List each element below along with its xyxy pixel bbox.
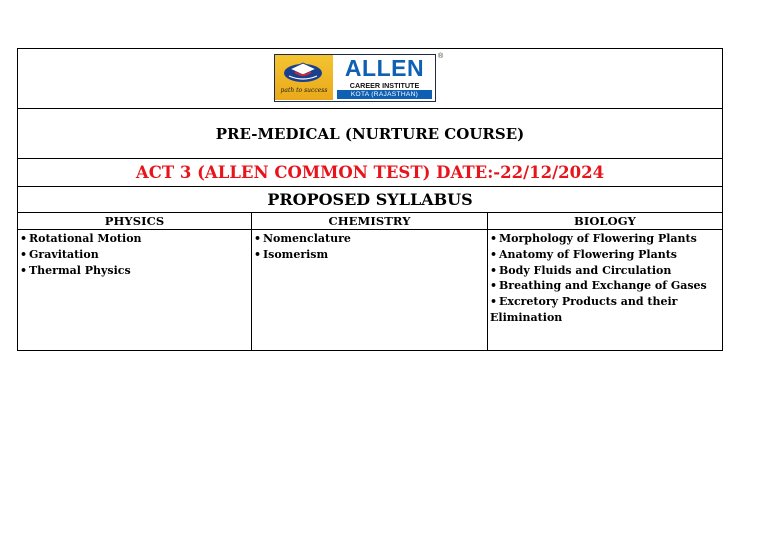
list-item: • Body Fluids and Circulation [490,263,672,277]
test-date-heading: ACT 3 (ALLEN COMMON TEST) DATE:-22/12/2024 [135,163,605,182]
list-item: • Thermal Physics [20,263,131,277]
graduation-cap-icon [281,58,325,84]
subject-header-row [18,213,722,230]
chemistry-header: CHEMISTRY [328,214,411,228]
physics-topics [18,230,252,351]
logo-wordmark: ALLEN [344,55,425,81]
test-date-row [18,159,722,187]
chemistry-topics [252,230,488,351]
list-item: • Excretory Products and their Elimination [490,295,678,324]
topics-row [18,230,722,351]
list-item: • Breathing and Exchange of Gases [490,279,707,293]
allen-logo [274,54,436,102]
syllabus-sheet [17,48,723,351]
list-item: • Nomenclature [254,232,351,245]
course-title: PRE-MEDICAL (NURTURE COURSE) [215,124,525,143]
syllabus-heading-row [18,187,722,213]
list-item: • Rotational Motion [20,232,142,245]
list-item: • Gravitation [20,247,99,261]
logo-institute: CAREER INSTITUTE [349,81,420,90]
list-item: • Isomerism [254,247,329,261]
registered-mark: ® [438,53,444,60]
biology-header: BIOLOGY [574,214,636,228]
logo-location: KOTA (RAJASTHAN) [337,90,432,99]
course-title-row [18,109,722,159]
logo-row [18,49,722,109]
list-item: • Anatomy of Flowering Plants [490,247,677,261]
biology-topics [488,230,722,351]
logo-emblem-panel [275,55,333,100]
logo-text-panel [333,55,435,100]
list-item: • Morphology of Flowering Plants [490,232,697,245]
logo-tagline: path to success [280,87,328,94]
physics-header: PHYSICS [104,214,165,228]
syllabus-heading: PROPOSED SYLLABUS [267,190,473,209]
